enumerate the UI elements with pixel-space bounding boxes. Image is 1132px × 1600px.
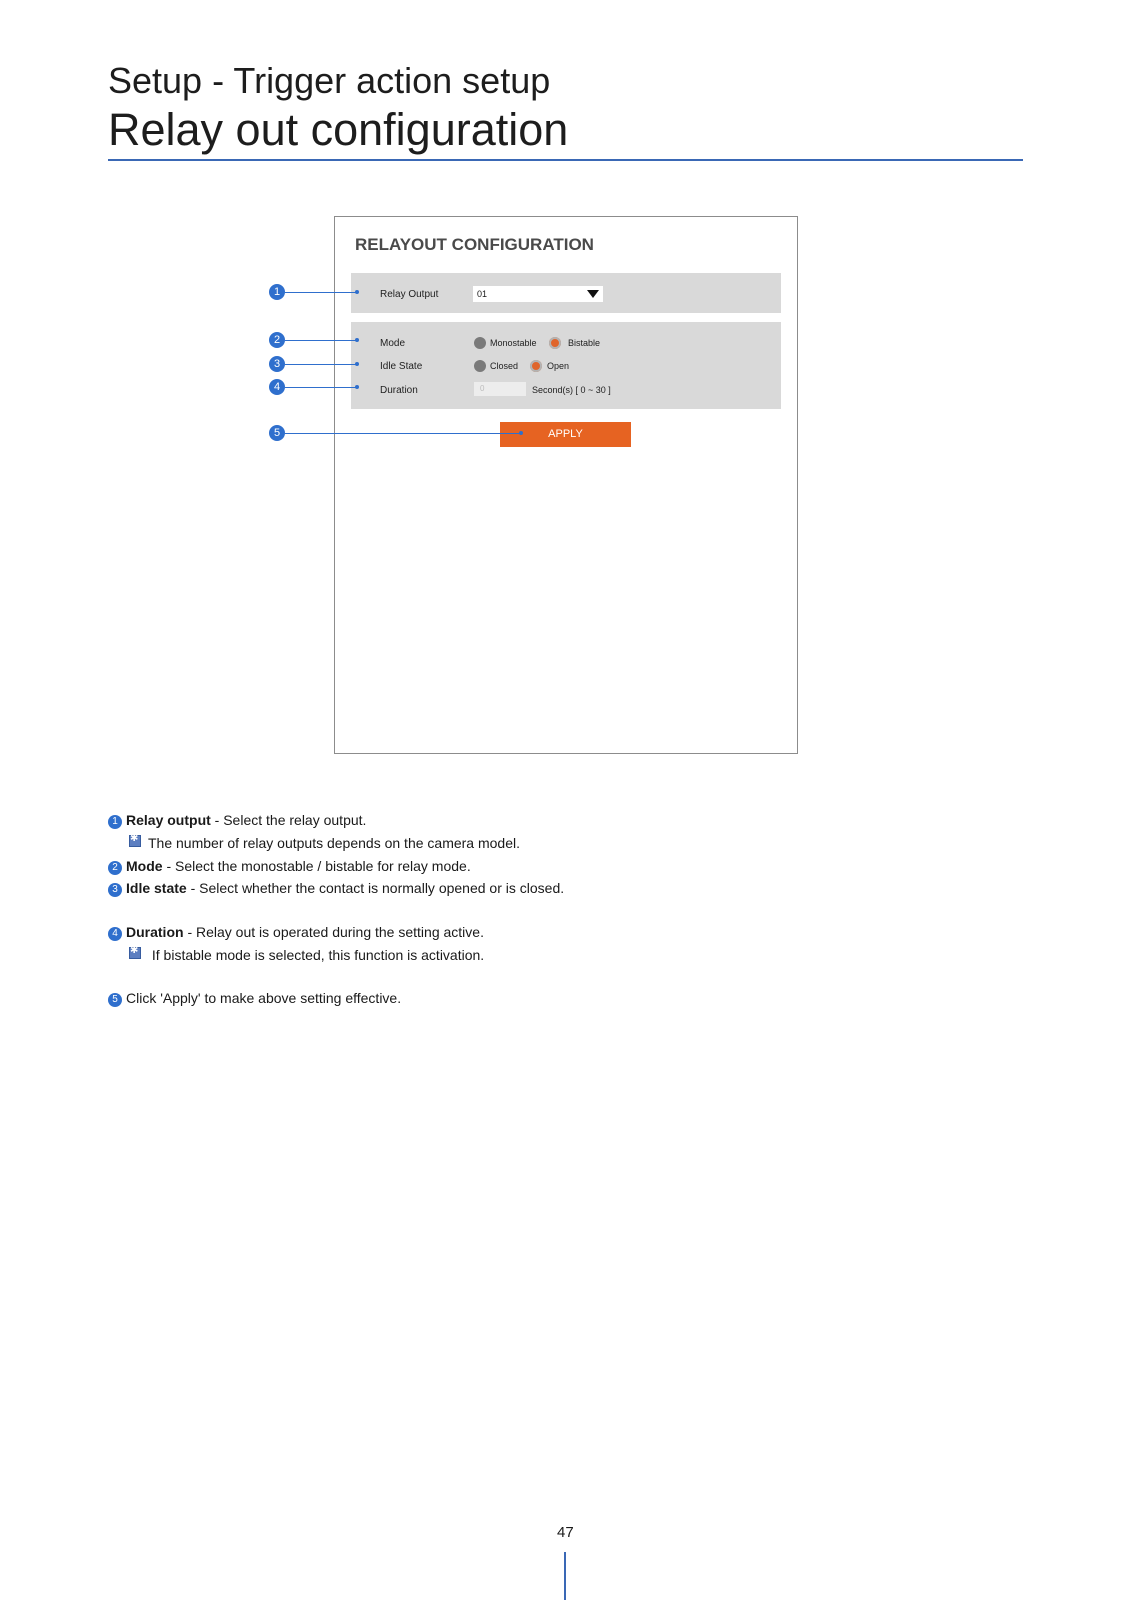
bullet-2-icon: 2 <box>108 861 122 875</box>
page-number-tick <box>564 1552 566 1600</box>
page-title: Relay out configuration <box>108 104 569 155</box>
description-duration <box>108 924 484 941</box>
leader-dot-4 <box>355 385 359 389</box>
header-rule <box>108 159 1023 161</box>
mode-radio-monostable[interactable] <box>474 337 486 349</box>
description-idle-state <box>108 880 564 897</box>
leader-dot-3 <box>355 362 359 366</box>
mode-radio-bistable[interactable] <box>549 337 561 349</box>
panel-title: RELAYOUT CONFIGURATION <box>355 235 594 254</box>
description-relay-output <box>108 812 366 829</box>
text-mode: - Select the monostable / bistable for relay mode. <box>162 858 471 874</box>
note-icon <box>129 835 141 847</box>
duration-unit: Second(s) [ 0 ~ 30 ] <box>532 385 611 395</box>
leader-line-5 <box>285 433 522 434</box>
leader-line-4 <box>285 387 357 388</box>
idle-option-closed: Closed <box>490 361 519 371</box>
leader-dot-5 <box>519 431 523 435</box>
term-mode: Mode <box>126 858 163 874</box>
note-icon <box>129 947 141 959</box>
duration-label: Duration <box>380 385 418 396</box>
bullet-1-icon: 1 <box>108 815 122 829</box>
note-relay-count <box>129 835 520 851</box>
idle-radio-closed[interactable] <box>474 360 486 372</box>
callout-4: 4 <box>269 379 285 395</box>
leader-dot-2 <box>355 338 359 342</box>
chevron-down-icon <box>587 290 599 298</box>
mode-option-bistable: Bistable <box>568 338 601 348</box>
bullet-4-icon: 4 <box>108 927 122 941</box>
callout-2: 2 <box>269 332 285 348</box>
text-idle-state: - Select whether the contact is normally opened or is closed. <box>186 880 565 896</box>
description-mode <box>108 858 471 875</box>
bullet-5-icon: 5 <box>108 993 122 1007</box>
mode-option-monostable: Monostable <box>490 338 537 348</box>
leader-line-3 <box>285 364 357 365</box>
page-number: 47 <box>557 1524 574 1541</box>
duration-input[interactable]: 0 <box>474 382 526 396</box>
idle-radio-open[interactable] <box>530 360 542 372</box>
relay-output-label: Relay Output <box>380 289 439 300</box>
callout-3: 3 <box>269 356 285 372</box>
bullet-3-icon: 3 <box>108 883 122 897</box>
leader-dot-1 <box>355 290 359 294</box>
note-bistable <box>129 947 484 963</box>
section-heading: Setup - Trigger action setup <box>108 60 551 101</box>
text-apply: Click 'Apply' to make above setting effective. <box>126 990 402 1006</box>
note-text-bistable: If bistable mode is selected, this function is activation. <box>148 947 485 963</box>
term-relay-output: Relay output <box>126 812 211 828</box>
mode-label: Mode <box>380 338 406 349</box>
relay-output-select[interactable] <box>473 286 603 302</box>
leader-line-2 <box>285 340 357 341</box>
note-text-relay-count: The number of relay outputs depends on the camera model. <box>148 835 520 851</box>
text-relay-output: - Select the relay output. <box>210 812 367 828</box>
relay-output-value: 01 <box>477 289 488 299</box>
callout-5: 5 <box>269 425 285 441</box>
leader-line-1 <box>285 292 357 293</box>
idle-state-label: Idle State <box>380 361 423 372</box>
apply-button[interactable]: APPLY <box>500 422 631 447</box>
idle-option-open: Open <box>547 361 570 371</box>
description-apply <box>108 990 401 1007</box>
term-idle-state: Idle state <box>126 880 187 896</box>
callout-1: 1 <box>269 284 285 300</box>
term-duration: Duration <box>126 924 184 940</box>
text-duration: - Relay out is operated during the setting active. <box>183 924 484 940</box>
